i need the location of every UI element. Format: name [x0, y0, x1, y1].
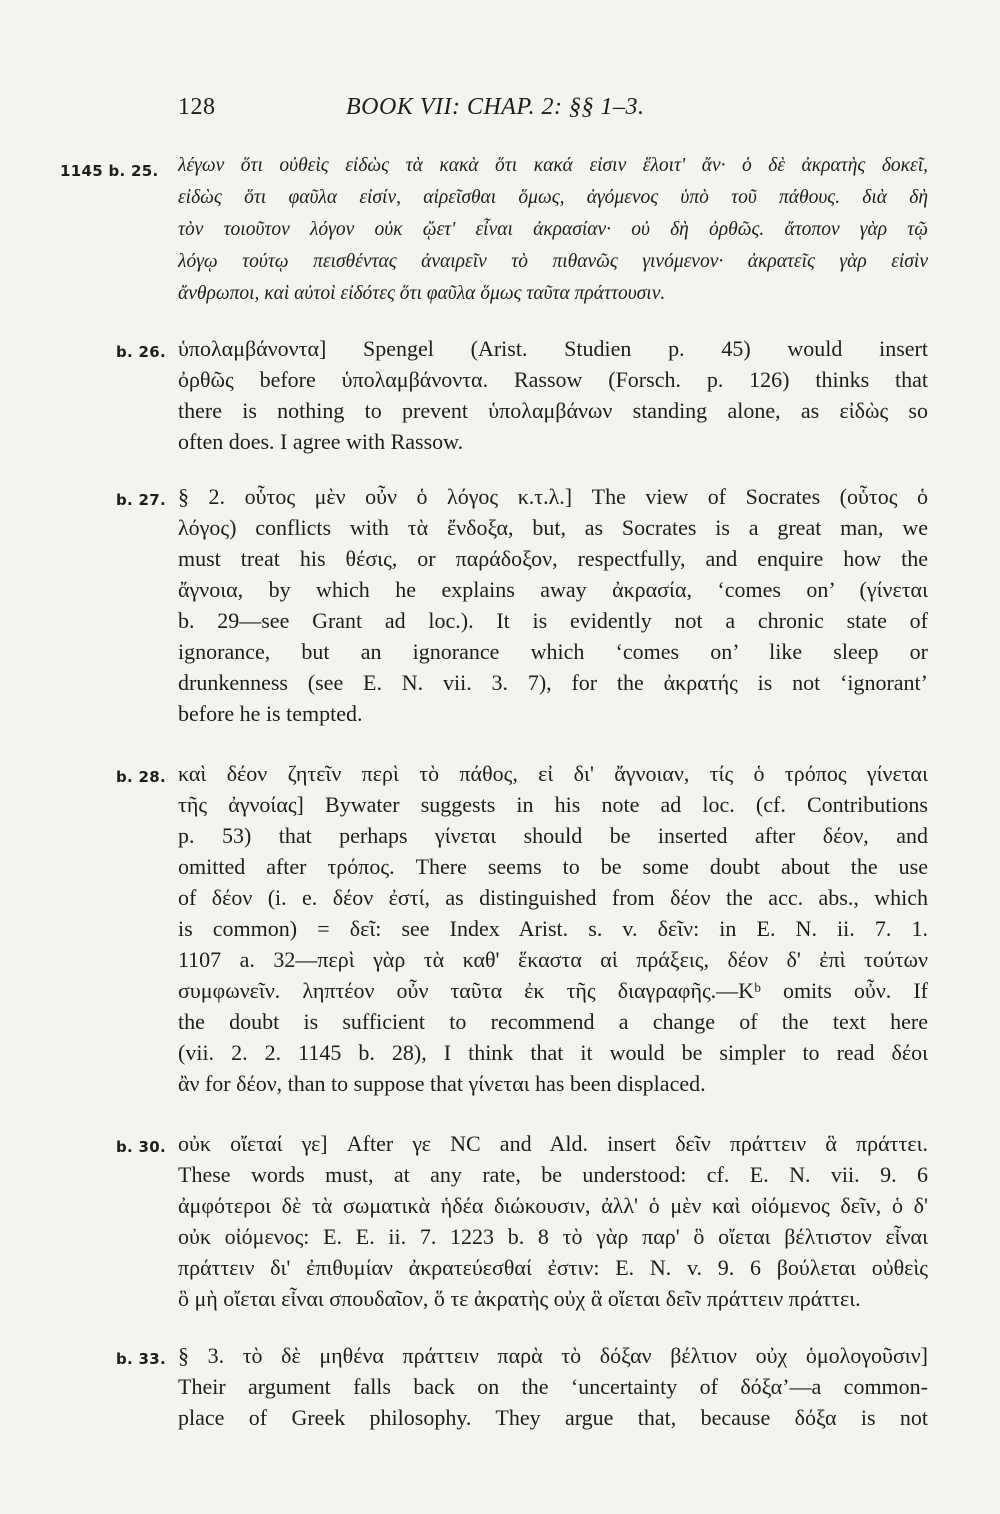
text-line: there is nothing to prevent ὑπολαμβάνων standing alone, as εἰδὼς so: [178, 398, 928, 423]
text-line: often does. I agree with Rassow.: [178, 429, 464, 454]
text-line: λόγος) conflicts with τὰ ἔνδοξα, but, as Socrates is a great man, we: [178, 515, 928, 540]
note-text: [178, 758, 928, 1099]
text-line: § 2. οὗτος μὲν οὖν ὁ λόγος κ.τ.λ.] The view of Socrates (οὗτος ὁ: [178, 484, 928, 509]
line-reference: b. 28.: [116, 768, 167, 786]
text-line: ὃ μὴ οἴεται εἶναι σπουδαῖον, ὅ τε ἀκρατὴς οὐχ ἃ οἴεται δεῖν πράττειν πράττει.: [178, 1286, 861, 1311]
line-reference: b. 27.: [116, 491, 167, 509]
text-line: ἂν for δέον, than to suppose that γίνεται has been displaced.: [178, 1071, 706, 1096]
note-text: [178, 1340, 928, 1433]
text-line: οὐκ οἴεταί γε] After γε NC and Ald. insert δεῖν πράττειν ἃ πράττει.: [178, 1131, 928, 1156]
text-line: τὸν τοιοῦτον λόγον οὐκ ᾤετ' εἶναι ἀκρασίαν· οὐ δὴ ὀρθῶς. ἄτοπον γὰρ τῷ: [178, 219, 928, 240]
text-line: ἄνθρωποι, καὶ αὐτοὶ εἰδότες ὅτι φαῦλα ὅμως ταῦτα πράττουσιν.: [178, 283, 666, 304]
text-line: ἄγνοια, by which he explains away ἀκρασία, ‘comes on’ (γίνεται: [178, 577, 928, 602]
text-line: the doubt is sufficient to recommend a change of the text here: [178, 1009, 928, 1034]
text-line: omitted after τρόπος. There seems to be some doubt about the use: [178, 854, 928, 879]
text-line: b. 29—see Grant ad loc.). It is evidently not a chronic state of: [178, 608, 928, 633]
text-line: πράττειν δι' ἐπιθυμίαν ἀκρατεύεσθαί ἐστιν: E. N. v. 9. 6 βούλεται οὐθεὶς: [178, 1255, 928, 1280]
text-line: λόγῳ τούτῳ πεισθέντας ἀναιρεῖν τὸ πιθανῶς γινόμενον· ἀκρατεῖς γὰρ εἰσὶν: [178, 251, 928, 272]
note-text: [178, 1128, 928, 1314]
text-line: place of Greek philosophy. They argue that, because δόξα is not: [178, 1405, 928, 1430]
text-line: ignorance, but an ignorance which ‘comes on’ like sleep or: [178, 639, 928, 664]
text-line: εἰδὼς ὅτι φαῦλα εἰσίν, αἱρεῖσθαι ὅμως, ἀγόμενος ὑπὸ τοῦ πάθους. διὰ δὴ: [178, 187, 928, 208]
text-line: before he is tempted.: [178, 701, 363, 726]
text-line: Their argument falls back on the ‘uncertainty of δόξα’—a common-: [178, 1374, 928, 1399]
line-reference: b. 26.: [116, 343, 167, 361]
text-line: 1107 a. 32—περὶ γὰρ τὰ καθ' ἕκαστα αἱ πράξεις, δέον δ' ἐπὶ τούτων: [178, 947, 928, 972]
text-line: καὶ δέον ζητεῖν περὶ τὸ πάθος, εἰ δι' ἄγνοιαν, τίς ὁ τρόπος γίνεται: [178, 761, 928, 786]
text-line: of δέον (i. e. δέον ἐστί, as distinguished from δέον the acc. abs., which: [178, 885, 928, 910]
line-reference: 1145 b. 25.: [60, 162, 159, 180]
text-line: § 3. τὸ δὲ μηθένα πράττειν παρὰ τὸ δόξαν βέλτιον οὐχ ὁμολογοῦσιν]: [178, 1343, 928, 1368]
line-reference: b. 30.: [116, 1138, 167, 1156]
greek-quotation: [178, 150, 928, 310]
text-line: ἀμφότεροι δὲ τὰ σωματικὰ ἡδέα διώκουσιν, ἀλλ' ὁ μὲν καὶ οἰόμενος δεῖν, ὁ δ': [178, 1193, 928, 1218]
line-reference: b. 33.: [116, 1350, 167, 1368]
text-line: τῆς ἀγνοίας] Bywater suggests in his note ad loc. (cf. Contributions: [178, 792, 928, 817]
note-text: [178, 333, 928, 457]
text-line: is common) = δεῖ: see Index Arist. s. v. δεῖν: in E. N. ii. 7. 1.: [178, 916, 928, 941]
running-title: BOOK VII: CHAP. 2: §§ 1–3.: [346, 94, 645, 120]
text-line: ὀρθῶς before ὑπολαμβάνοντα. Rassow (Forsch. p. 126) thinks that: [178, 367, 928, 392]
text-line: λέγων ὅτι οὐθεὶς εἰδὼς τὰ κακὰ ὅτι κακά εἰσιν ἕλοιτ' ἄν· ὁ δὲ ἀκρατὴς δοκεῖ,: [178, 155, 928, 176]
note-text: [178, 481, 928, 729]
page-number: 128: [178, 94, 216, 120]
text-line: drunkenness (see E. N. vii. 3. 7), for the ἀκρατής is not ‘ignorant’: [178, 670, 928, 695]
text-line: (vii. 2. 2. 1145 b. 28), I think that it would be simpler to read δέοι: [178, 1040, 928, 1065]
text-line: ὑπολαμβάνοντα] Spengel (Arist. Studien p. 45) would insert: [178, 336, 928, 361]
text-line: συμφωνεῖν. ληπτέον οὖν ταῦτα ἐκ τῆς διαγραφῆς.—Kᵇ omits οὖν. If: [178, 978, 928, 1003]
text-line: p. 53) that perhaps γίνεται should be inserted after δέον, and: [178, 823, 928, 848]
text-line: must treat his θέσις, or παράδοξον, respectfully, and enquire how the: [178, 546, 928, 571]
text-line: These words must, at any rate, be understood: cf. E. N. vii. 9. 6: [178, 1162, 928, 1187]
text-line: οὐκ οἰόμενος: E. E. ii. 7. 1223 b. 8 τὸ γὰρ παρ' ὃ οἴεται βέλτιστον εἶναι: [178, 1224, 928, 1249]
